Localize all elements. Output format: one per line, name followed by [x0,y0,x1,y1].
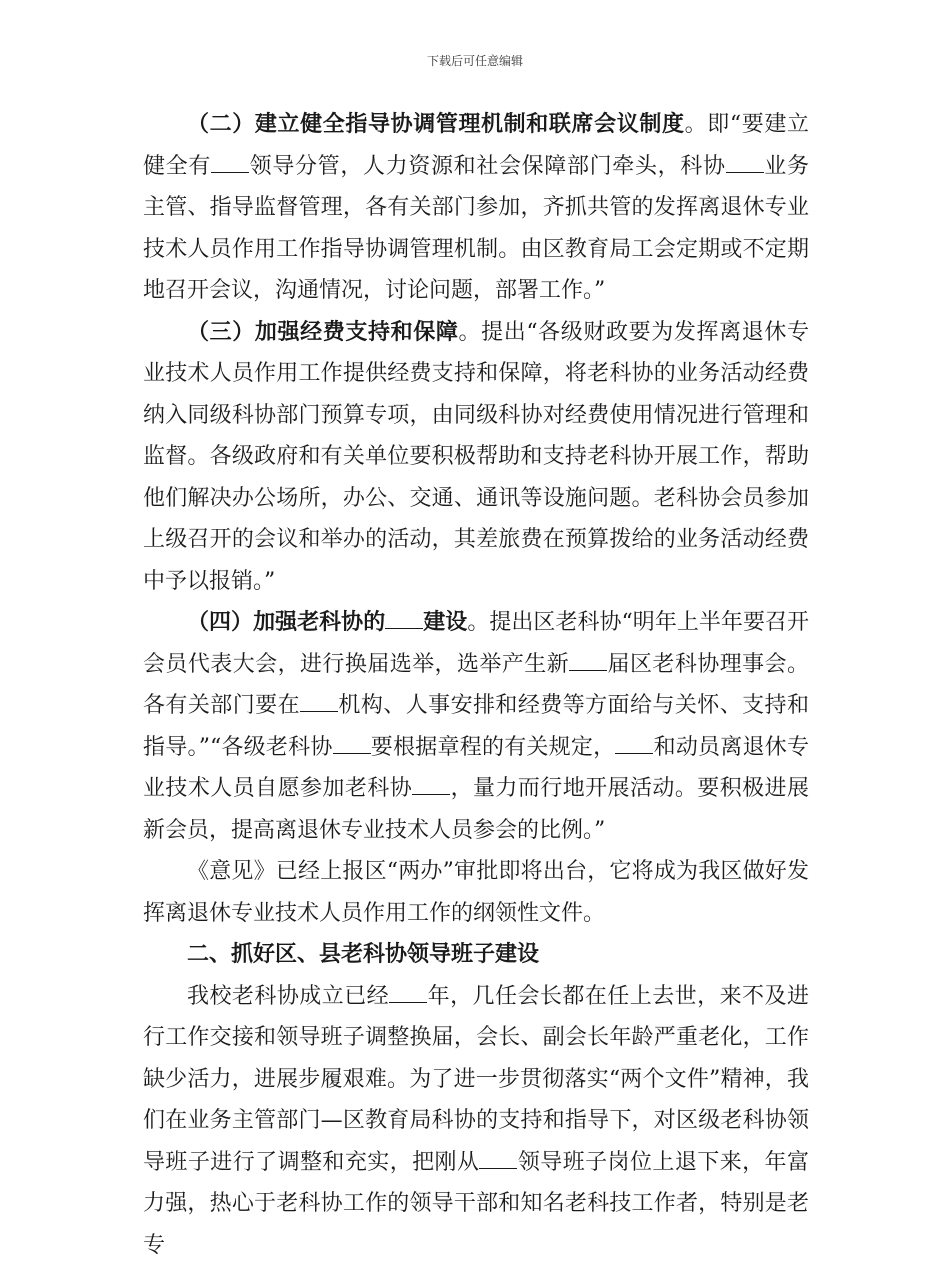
paragraph-association-building [143,602,809,851]
paragraph-text: 。提出区老科协“明年上半年要召开会员代表大会，进行换届选举，选举产生新 [143,610,809,677]
fill-blank [412,774,450,795]
fill-blank [569,650,607,671]
document-body [143,104,809,1266]
fill-blank [333,733,371,754]
section-heading-3: （三）加强经费支持和保障 [187,319,458,345]
paragraph-text: 业务主管、指导监督管理，各有关部门参加，齐抓共管的发挥离退休专业技术人员作用工作指导协调管理机制。由区教育局工会定期或不定期地召开会议，沟通情况，讨论问题，部署工作。” [143,154,809,304]
fill-blank [389,982,427,1003]
section-heading-4b: 建设 [423,609,467,635]
fill-blank [300,691,338,712]
fill-blank [479,1148,517,1169]
paragraph-text: 《意见》已经上报区“两办”审批即将出台，它将成为我区做好发挥离退休专业技术人员作用工作的纲领性文件。 [143,859,809,926]
paragraph-text: 要根据章程的有关规定， [371,735,616,760]
paragraph-text: 。即“要建立健全有 [143,112,809,179]
paragraph-school-association [143,976,809,1266]
paragraph-text: 届区老科协理事会。各有关部门要在 [143,652,809,719]
fill-blank [615,733,653,754]
paragraph-coordination-mechanism [143,104,809,312]
section-heading-4a: （四）加强老科协的 [187,609,385,635]
paragraph-opinion-status [143,851,809,934]
paragraph-funding-support [143,312,809,603]
section-heading-2: （二）建立健全指导协调管理机制和联席会议制度 [187,111,685,137]
paragraph-text: 。提出“各级财政要为发挥离退休专业技术人员作用工作提供经费支持和保障，将老科协的业务活动经费纳入同级科协部门预算专项，由同级科协对经费使用情况进行管理和监督。各级政府和有关单位要积极帮助和支持老科协开展工作，帮助他们解决办公场所，办公、交通、通讯等设施问题。老科协会员参加上级召开的会议和举办的活动，其差旅费在预算拨给的业务活动经费中予以报销。” [143,320,809,594]
paragraph-text: 年，几任会长都在任上去世，来不及进行工作交接和领导班子调整换届，会长、副会长年龄严重老化，工作缺少活力，进展步履艰难。为了进一步贯彻落实“两个文件”精神，我们在业务主管部门—区教育局科协的支持和指导下，对区级老科协领导班子进行了调整和充实，把刚从 [143,984,809,1175]
fill-blank [211,152,249,173]
section-title-leadership [143,934,809,976]
paragraph-text: 机构、人事安排和经费等方面给与关怀、支持和指导。”“各级老科协 [143,693,809,760]
paragraph-text: 领导班子岗位上退下来，年富力强，热心于老科协工作的领导干部和知名老科技工作者，特别是老专 [143,1150,809,1258]
section-heading-main-2: 二、抓好区、县老科协领导班子建设 [187,941,539,967]
paragraph-text: ，量力而行地开展活动。要积极进展新会员，提高离退休专业技术人员参会的比例。” [143,776,809,843]
paragraph-text: 我校老科协成立已经 [187,984,389,1009]
page-header: 下载后可任意编辑 [0,52,950,69]
paragraph-text: 领导分管，人力资源和社会保障部门牵头，科协 [249,154,726,179]
fill-blank [726,152,764,173]
paragraph-text: 和动员离退休专业技术人员自愿参加老科协 [143,735,809,802]
fill-blank [385,608,423,629]
